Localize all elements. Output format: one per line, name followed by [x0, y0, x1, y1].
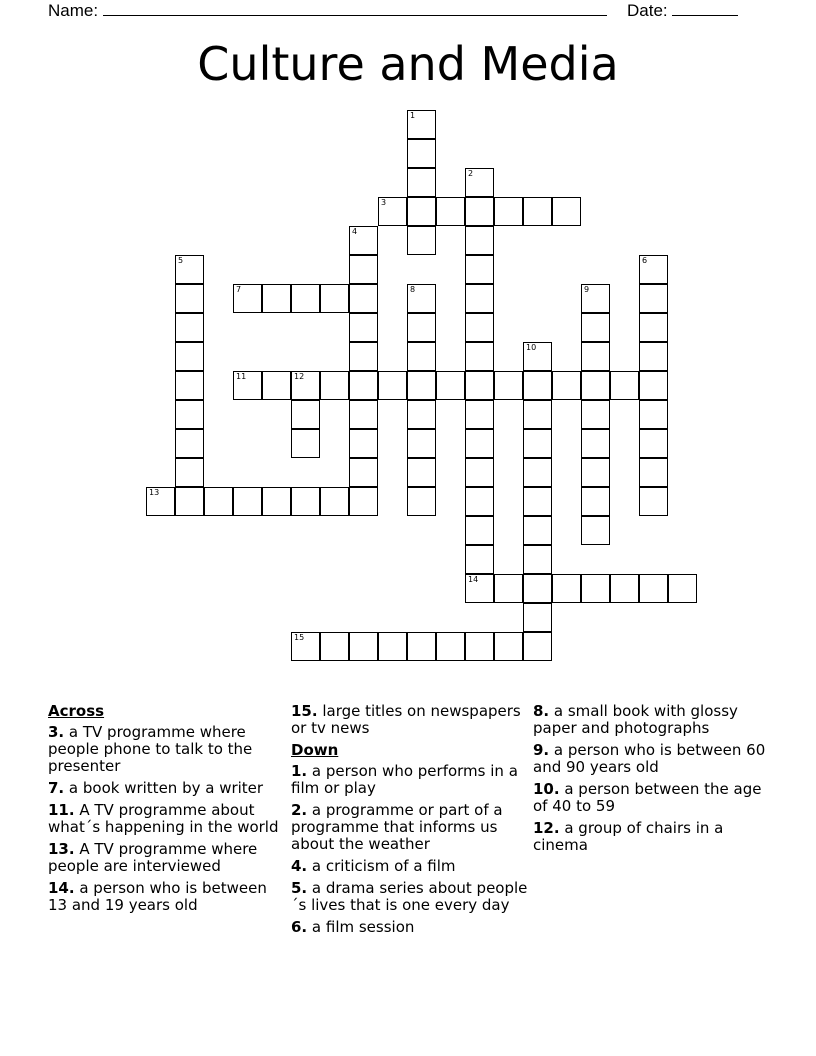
grid-cell[interactable]: [465, 429, 494, 458]
clue-text: A TV programme about what´s happening in the world: [48, 801, 279, 836]
clue-number: 14.: [48, 879, 75, 897]
grid-cell[interactable]: [320, 487, 349, 516]
grid-cell[interactable]: [639, 458, 668, 487]
grid-cell[interactable]: [378, 632, 407, 661]
grid-cell[interactable]: [175, 313, 204, 342]
grid-cell[interactable]: [204, 487, 233, 516]
grid-cell[interactable]: [436, 197, 465, 226]
clue-number: 5.: [291, 879, 308, 897]
grid-cell[interactable]: [407, 400, 436, 429]
grid-cell[interactable]: [407, 226, 436, 255]
grid-cell[interactable]: [465, 255, 494, 284]
grid-cell[interactable]: [465, 284, 494, 313]
cell-number: 13: [149, 488, 160, 497]
grid-cell[interactable]: [610, 371, 639, 400]
grid-cell[interactable]: [639, 371, 668, 400]
grid-cell[interactable]: [175, 342, 204, 371]
down-clue: [533, 703, 773, 737]
grid-cell[interactable]: [523, 458, 552, 487]
across-clue: [291, 703, 531, 737]
grid-cell[interactable]: [465, 458, 494, 487]
grid-cell[interactable]: [320, 632, 349, 661]
grid-cell[interactable]: [262, 487, 291, 516]
cell-number: 7: [236, 285, 242, 294]
clue-number: 9.: [533, 741, 550, 759]
grid-cell[interactable]: [349, 313, 378, 342]
grid-cell[interactable]: [291, 284, 320, 313]
grid-cell[interactable]: [581, 342, 610, 371]
grid-cell[interactable]: [465, 632, 494, 661]
clue-text: large titles on newspapers or tv news: [291, 702, 521, 737]
clue-number: 11.: [48, 801, 75, 819]
grid-cell[interactable]: [494, 197, 523, 226]
across-clue: [48, 841, 288, 875]
grid-cell[interactable]: [523, 429, 552, 458]
grid-cell[interactable]: [407, 284, 436, 313]
grid-cell[interactable]: [552, 574, 581, 603]
grid-cell[interactable]: [581, 574, 610, 603]
clue-number: 12.: [533, 819, 560, 837]
grid-cell[interactable]: [262, 371, 291, 400]
grid-cell[interactable]: [581, 429, 610, 458]
grid-cell[interactable]: [668, 574, 697, 603]
clue-text: a person who is between 13 and 19 years old: [48, 879, 267, 914]
grid-cell[interactable]: [465, 371, 494, 400]
clue-number: 10.: [533, 780, 560, 798]
grid-cell[interactable]: [291, 632, 320, 661]
grid-cell[interactable]: [407, 632, 436, 661]
grid-cell[interactable]: [262, 284, 291, 313]
down-clue: [291, 802, 531, 853]
clue-number: 6.: [291, 918, 308, 936]
grid-cell[interactable]: [552, 197, 581, 226]
grid-cell[interactable]: [175, 284, 204, 313]
clue-text: a drama series about people´s lives that is one every day: [291, 879, 528, 914]
grid-cell[interactable]: [581, 458, 610, 487]
grid-cell[interactable]: [581, 516, 610, 545]
grid-cell[interactable]: [639, 342, 668, 371]
clue-number: 3.: [48, 723, 65, 741]
cell-number: 3: [381, 198, 387, 207]
grid-cell[interactable]: [320, 371, 349, 400]
clue-text: a small book with glossy paper and photographs: [533, 702, 738, 737]
across-heading: Across: [48, 702, 105, 720]
grid-cell[interactable]: [581, 313, 610, 342]
cell-number: 6: [642, 256, 648, 265]
grid-cell[interactable]: [581, 371, 610, 400]
grid-cell[interactable]: [349, 255, 378, 284]
clue-text: a person between the age of 40 to 59: [533, 780, 762, 815]
grid-cell[interactable]: [407, 168, 436, 197]
clue-number: 7.: [48, 779, 65, 797]
grid-cell[interactable]: [523, 342, 552, 371]
date-label: Date:: [627, 1, 668, 20]
clue-text: a book written by a writer: [64, 779, 264, 797]
grid-cell[interactable]: [175, 255, 204, 284]
name-label: Name:: [48, 1, 99, 20]
grid-cell[interactable]: [320, 284, 349, 313]
across-clue: [48, 724, 288, 775]
grid-cell[interactable]: [581, 400, 610, 429]
grid-cell[interactable]: [407, 197, 436, 226]
clues-column-3: [533, 703, 773, 859]
down-clue: [533, 742, 773, 776]
down-clue: [533, 781, 773, 815]
grid-cell[interactable]: [407, 458, 436, 487]
grid-cell[interactable]: [349, 226, 378, 255]
clue-number: 2.: [291, 801, 308, 819]
clue-text: a person who is between 60 and 90 years old: [533, 741, 766, 776]
grid-cell[interactable]: [436, 371, 465, 400]
grid-cell[interactable]: [523, 603, 552, 632]
grid-cell[interactable]: [465, 313, 494, 342]
clue-number: 8.: [533, 702, 550, 720]
grid-cell[interactable]: [465, 168, 494, 197]
grid-cell[interactable]: [349, 371, 378, 400]
grid-cell[interactable]: [639, 255, 668, 284]
grid-cell[interactable]: [407, 313, 436, 342]
clue-number: 13.: [48, 840, 75, 858]
clue-text: a group of chairs in a cinema: [533, 819, 724, 854]
grid-cell[interactable]: [175, 487, 204, 516]
cell-number: 12: [294, 372, 305, 381]
grid-cell[interactable]: [639, 313, 668, 342]
grid-cell[interactable]: [407, 371, 436, 400]
grid-cell[interactable]: [639, 284, 668, 313]
grid-cell[interactable]: [639, 400, 668, 429]
across-clue: [48, 802, 288, 836]
grid-cell[interactable]: [175, 458, 204, 487]
grid-cell[interactable]: [523, 197, 552, 226]
grid-cell[interactable]: [465, 574, 494, 603]
grid-cell[interactable]: [581, 284, 610, 313]
grid-cell[interactable]: [465, 516, 494, 545]
cell-number: 1: [410, 111, 416, 120]
grid-cell[interactable]: [349, 342, 378, 371]
grid-cell[interactable]: [639, 487, 668, 516]
clue-number: 4.: [291, 857, 308, 875]
grid-cell[interactable]: [291, 429, 320, 458]
clue-number: 1.: [291, 762, 308, 780]
grid-cell[interactable]: [639, 429, 668, 458]
down-clue: [291, 880, 531, 914]
clue-text: a TV programme where people phone to talk to the presenter: [48, 723, 253, 775]
down-clue: [291, 919, 531, 936]
grid-cell[interactable]: [291, 400, 320, 429]
grid-cell[interactable]: [175, 371, 204, 400]
grid-cell[interactable]: [436, 632, 465, 661]
grid-cell[interactable]: [523, 545, 552, 574]
grid-cell[interactable]: [523, 400, 552, 429]
grid-cell[interactable]: [378, 197, 407, 226]
cell-number: 5: [178, 256, 184, 265]
cell-number: 15: [294, 633, 305, 642]
down-clue: [291, 858, 531, 875]
grid-cell[interactable]: [465, 226, 494, 255]
cell-number: 2: [468, 169, 474, 178]
grid-cell[interactable]: [349, 429, 378, 458]
down-clue: [291, 763, 531, 797]
grid-cell[interactable]: [465, 487, 494, 516]
grid-cell[interactable]: [610, 574, 639, 603]
grid-cell[interactable]: [349, 458, 378, 487]
across-clue: [48, 780, 288, 797]
grid-cell[interactable]: [494, 632, 523, 661]
grid-cell[interactable]: [523, 632, 552, 661]
grid-cell[interactable]: [465, 545, 494, 574]
grid-cell[interactable]: [407, 139, 436, 168]
cell-number: 8: [410, 285, 416, 294]
cell-number: 9: [584, 285, 590, 294]
grid-cell[interactable]: [494, 371, 523, 400]
grid-cell[interactable]: [349, 284, 378, 313]
clue-text: a criticism of a film: [307, 857, 456, 875]
grid-cell[interactable]: [349, 487, 378, 516]
cell-number: 4: [352, 227, 358, 236]
clue-number: 15.: [291, 702, 318, 720]
grid-cell[interactable]: [146, 487, 175, 516]
grid-cell[interactable]: [407, 342, 436, 371]
grid-cell[interactable]: [233, 487, 262, 516]
grid-cell[interactable]: [523, 371, 552, 400]
down-heading: Down: [291, 741, 339, 759]
clues-column-1: [48, 703, 288, 919]
grid-cell[interactable]: [407, 429, 436, 458]
grid-cell[interactable]: [175, 429, 204, 458]
grid-cell[interactable]: [465, 342, 494, 371]
clue-text: A TV programme where people are interviewed: [48, 840, 258, 875]
clue-text: a person who performs in a film or play: [291, 762, 518, 797]
grid-cell[interactable]: [407, 110, 436, 139]
grid-cell[interactable]: [175, 400, 204, 429]
across-clue: [48, 880, 288, 914]
grid-cell[interactable]: [291, 371, 320, 400]
grid-cell[interactable]: [378, 371, 407, 400]
grid-cell[interactable]: [494, 574, 523, 603]
grid-cell[interactable]: [523, 516, 552, 545]
clues-column-2: [291, 703, 531, 941]
clue-text: a film session: [307, 918, 415, 936]
grid-cell[interactable]: [581, 487, 610, 516]
cell-number: 10: [526, 343, 537, 352]
grid-cell[interactable]: [639, 574, 668, 603]
grid-cell[interactable]: [233, 284, 262, 313]
grid-cell[interactable]: [291, 487, 320, 516]
page-title: Culture and Media: [197, 37, 619, 91]
grid-cell[interactable]: [407, 487, 436, 516]
grid-cell[interactable]: [523, 574, 552, 603]
grid-cell[interactable]: [465, 197, 494, 226]
cell-number: 11: [236, 372, 247, 381]
grid-cell[interactable]: [349, 400, 378, 429]
clue-text: a programme or part of a programme that informs us about the weather: [291, 801, 503, 853]
grid-cell[interactable]: [552, 371, 581, 400]
grid-cell[interactable]: [349, 632, 378, 661]
grid-cell[interactable]: [465, 400, 494, 429]
down-clue: [533, 820, 773, 854]
grid-cell[interactable]: [523, 487, 552, 516]
grid-cell[interactable]: [233, 371, 262, 400]
cell-number: 14: [468, 575, 479, 584]
